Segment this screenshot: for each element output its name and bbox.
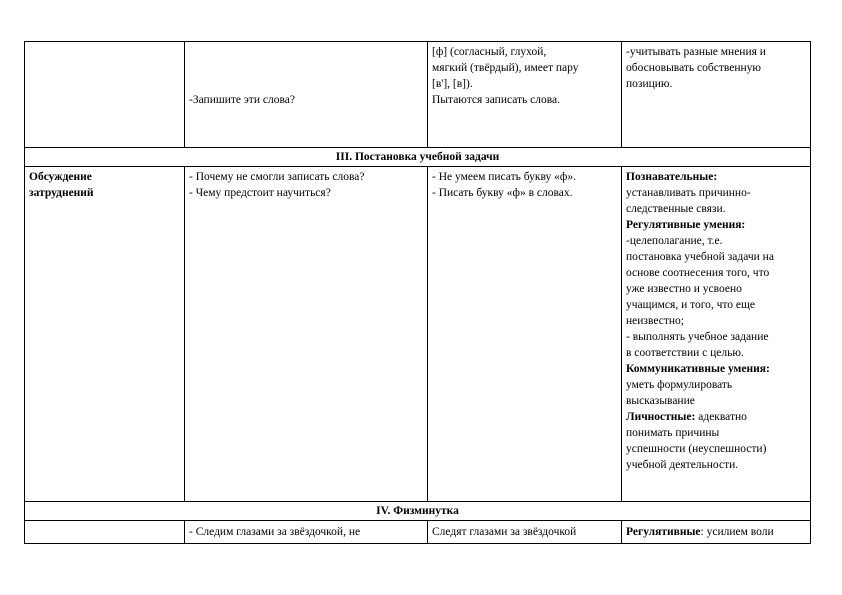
skill-category-cognitive: Познавательные: xyxy=(626,171,718,183)
student-activity-cell: Следят глазами за звёздочкой xyxy=(428,521,622,544)
skill-text-line: устанавливать причинно- xyxy=(626,187,751,199)
section-header-row xyxy=(25,502,811,521)
skills-cell xyxy=(622,521,811,544)
section-header-row xyxy=(25,148,811,167)
skill-text-line: -учитывать разные мнения и xyxy=(626,46,766,58)
teacher-question: - Почему не смогли записать слова? xyxy=(189,171,365,183)
stage-cell xyxy=(25,521,185,544)
skill-category-regulatory: Регулятивные xyxy=(626,526,701,538)
skill-category-communicative: Коммуникативные умения: xyxy=(626,363,770,375)
stage-name-line: затруднений xyxy=(29,187,94,199)
section-title: IV. Физминутка xyxy=(25,502,811,521)
skill-personal-line xyxy=(626,409,806,425)
table-row xyxy=(25,42,811,148)
student-answer: - Не умеем писать букву «ф». xyxy=(432,171,576,183)
stage-name-line: Обсуждение xyxy=(29,171,92,183)
student-answer: - Писать букву «ф» в словах. xyxy=(432,187,573,199)
skill-text-fragment: адекватно xyxy=(695,411,747,423)
skill-text-line: уже известно и усвоено xyxy=(626,283,742,295)
skills-cell xyxy=(622,167,811,502)
teacher-activity-cell xyxy=(185,42,428,148)
student-text-line: Пытаются записать слова. xyxy=(432,94,561,106)
skill-text-line: следственные связи. xyxy=(626,203,726,215)
teacher-question: -Запишите эти слова? xyxy=(189,94,295,106)
skill-text-line: постановка учебной задачи на xyxy=(626,251,774,263)
skill-text-line: учащимся, и того, что еще xyxy=(626,299,755,311)
skill-text-line: неизвестно; xyxy=(626,315,684,327)
skill-text-line: обосновывать собственную xyxy=(626,62,761,74)
stage-cell xyxy=(25,42,185,148)
teacher-question: - Чему предстоит научиться? xyxy=(189,187,331,199)
skill-text-line: уметь формулировать xyxy=(626,379,733,391)
stage-cell xyxy=(25,167,185,502)
student-text-line: [в'], [в]). xyxy=(432,78,473,90)
student-text-line: [ф] (согласный, глухой, xyxy=(432,46,547,58)
skill-category-regulatory: Регулятивные умения: xyxy=(626,219,746,231)
section-title: III. Постановка учебной задачи xyxy=(25,148,811,167)
table-row xyxy=(25,167,811,502)
skill-text-line: понимать причины xyxy=(626,427,720,439)
student-text-line: мягкий (твёрдый), имеет пару xyxy=(432,62,579,74)
skill-text-line: высказывание xyxy=(626,395,695,407)
lesson-plan-table xyxy=(24,41,811,544)
student-activity-cell xyxy=(428,167,622,502)
skill-text-fragment: : усилием воли xyxy=(700,526,774,538)
teacher-activity-cell xyxy=(185,167,428,502)
skill-text-line: основе соотнесения того, что xyxy=(626,267,770,279)
student-activity-cell xyxy=(428,42,622,148)
skill-category-personal: Личностные: xyxy=(626,411,696,423)
skills-cell xyxy=(622,42,811,148)
skill-text-line: позицию. xyxy=(626,78,673,90)
table-row xyxy=(25,521,811,544)
skill-text-line: учебной деятельности. xyxy=(626,459,739,471)
skill-text-line: - выполнять учебное задание xyxy=(626,331,769,343)
skill-text-line: в соответствии с целью. xyxy=(626,347,744,359)
skill-text-line: успешности (неуспешности) xyxy=(626,443,767,455)
skill-text-line: -целеполагание, т.е. xyxy=(626,235,723,247)
teacher-activity-cell: - Следим глазами за звёздочкой, не xyxy=(185,521,428,544)
